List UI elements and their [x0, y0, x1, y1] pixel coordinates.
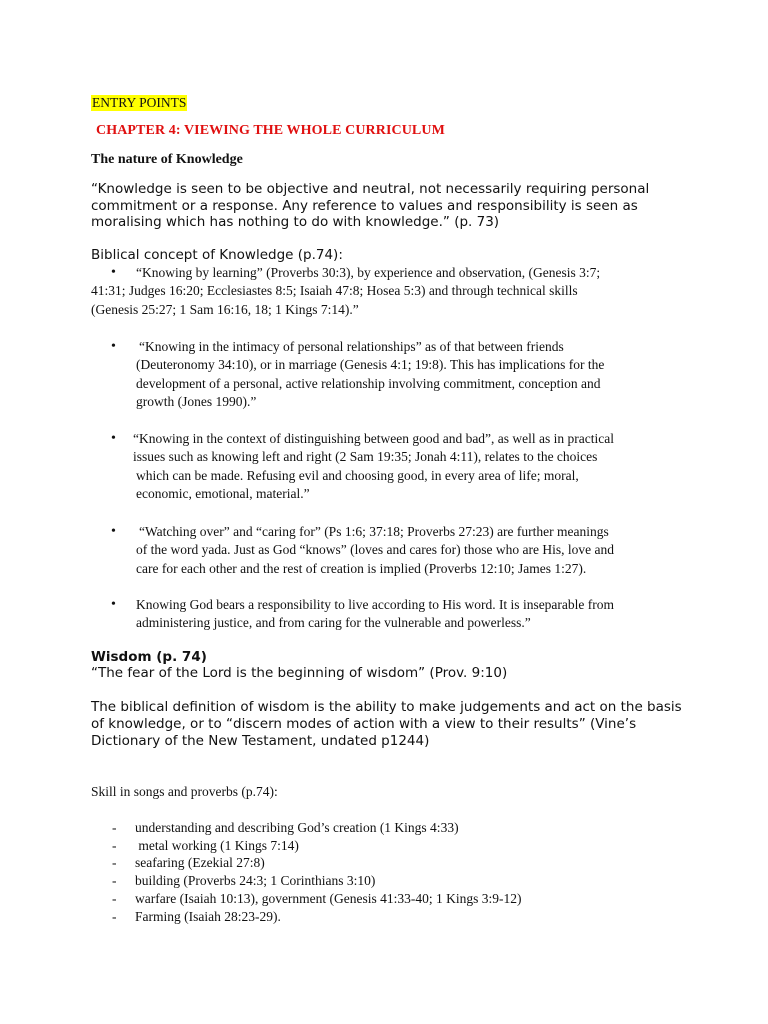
bullet-icon: •: [111, 265, 116, 280]
skill-heading: Skill in songs and proverbs (p.74):: [91, 784, 278, 799]
dash-marker: -: [112, 890, 117, 906]
list-item-line: growth (Jones 1990).”: [136, 393, 257, 409]
bullet-icon: •: [111, 524, 116, 539]
bullet-icon: •: [111, 597, 116, 612]
list-item: [112, 908, 522, 926]
list-item-line: of the word yada. Just as God “knows” (loves and cares for) those who are His, love and: [136, 542, 614, 558]
skill-item: warfare (Isaiah 10:13), government (Genesis 41:33-40; 1 Kings 3:9-12): [135, 890, 522, 906]
list-item-first-line: “Knowing in the context of distinguishing between good and bad”, as well as in practical: [133, 431, 615, 446]
section-heading-knowledge: The nature of Knowledge: [91, 152, 243, 167]
chapter-title: CHAPTER 4: VIEWING THE WHOLE CURRICULUM: [96, 123, 445, 138]
list-item-line: administering justice, and from caring for the vulnerable and powerless.”: [136, 615, 531, 631]
list-item: [112, 837, 522, 855]
skill-item: building (Proverbs 24:3; 1 Corinthians 3:10): [135, 873, 376, 889]
list-item: [112, 854, 522, 872]
list-item: [112, 890, 522, 908]
list-item-first-line: “Knowing by learning” (Proverbs 30:3), by experience and observation, (Genesis 3:7;: [136, 265, 601, 280]
list-item-line: which can be made. Refusing evil and choosing good, in every area of life; moral,: [136, 467, 579, 483]
list-item: [91, 338, 691, 411]
intro-quote: “Knowledge is seen to be objective and neutral, not necessarily requiring personal commitment or a response. Any reference to values and responsibility is seen as moralising which has nothing to do with knowledge.” (p. 73): [91, 181, 650, 230]
skill-item: metal working (1 Kings 7:14): [135, 837, 299, 853]
skill-item: seafaring (Ezekial 27:8): [135, 855, 265, 871]
list-item: [91, 264, 691, 319]
list-item: [112, 872, 522, 890]
list-item: [91, 596, 691, 633]
list-item-line: issues such as knowing left and right (2 Sam 19:35; Jonah 4:11), relates to the choices: [133, 449, 598, 465]
dash-marker: -: [112, 820, 117, 835]
list-item-first-line: Knowing God bears a responsibility to live according to His word. It is inseparable from: [136, 597, 615, 612]
biblical-concept-label: Biblical concept of Knowledge (p.74):: [91, 247, 343, 263]
section-heading-wisdom: Wisdom (p. 74): [91, 649, 207, 665]
list-item-line: (Deuteronomy 34:10), or in marriage (Genesis 4:1; 19:8). This has implications for the: [136, 357, 605, 373]
dash-marker: -: [112, 908, 117, 924]
entry-points-heading: ENTRY POINTS: [92, 95, 187, 110]
bullet-icon: •: [111, 431, 116, 446]
list-item-line: (Genesis 25:27; 1 Sam 16:16, 18; 1 Kings 7:14).”: [91, 301, 359, 317]
dash-marker: -: [112, 873, 117, 889]
list-item-line: 41:31; Judges 16:20; Ecclesiastes 8:5; Isaiah 47:8; Hosea 5:3) and through technical skills: [91, 283, 578, 299]
skill-item: Farming (Isaiah 28:23-29).: [135, 908, 281, 924]
skill-item: understanding and describing God’s creation (1 Kings 4:33): [135, 820, 459, 835]
wisdom-definition: The biblical definition of wisdom is the ability to make judgements and act on the basis of knowledge, or to “discern modes of action with a view to their results” (Vine’s Dictionary of the New Testament, undated p1244): [91, 699, 682, 749]
list-item: [112, 819, 522, 837]
list-item-line: care for each other and the rest of creation is implied (Proverbs 12:10; James 1:27).: [136, 560, 587, 576]
list-item-line: development of a personal, active relationship involving commitment, conception and: [136, 375, 601, 391]
list-item: [91, 430, 691, 503]
list-item-line: economic, emotional, material.”: [136, 485, 310, 501]
dash-marker: -: [112, 837, 117, 853]
list-item-first-line: “Knowing in the intimacy of personal relationships” as of that between friends: [139, 339, 564, 354]
list-item: [91, 523, 691, 578]
list-item-first-line: “Watching over” and “caring for” (Ps 1:6; 37:18; Proverbs 27:23) are further meanings: [139, 524, 609, 539]
bullet-icon: •: [111, 339, 116, 354]
dash-marker: -: [112, 855, 117, 871]
wisdom-quote: “The fear of the Lord is the beginning of wisdom” (Prov. 9:10): [91, 665, 508, 681]
skill-list: [112, 819, 522, 925]
